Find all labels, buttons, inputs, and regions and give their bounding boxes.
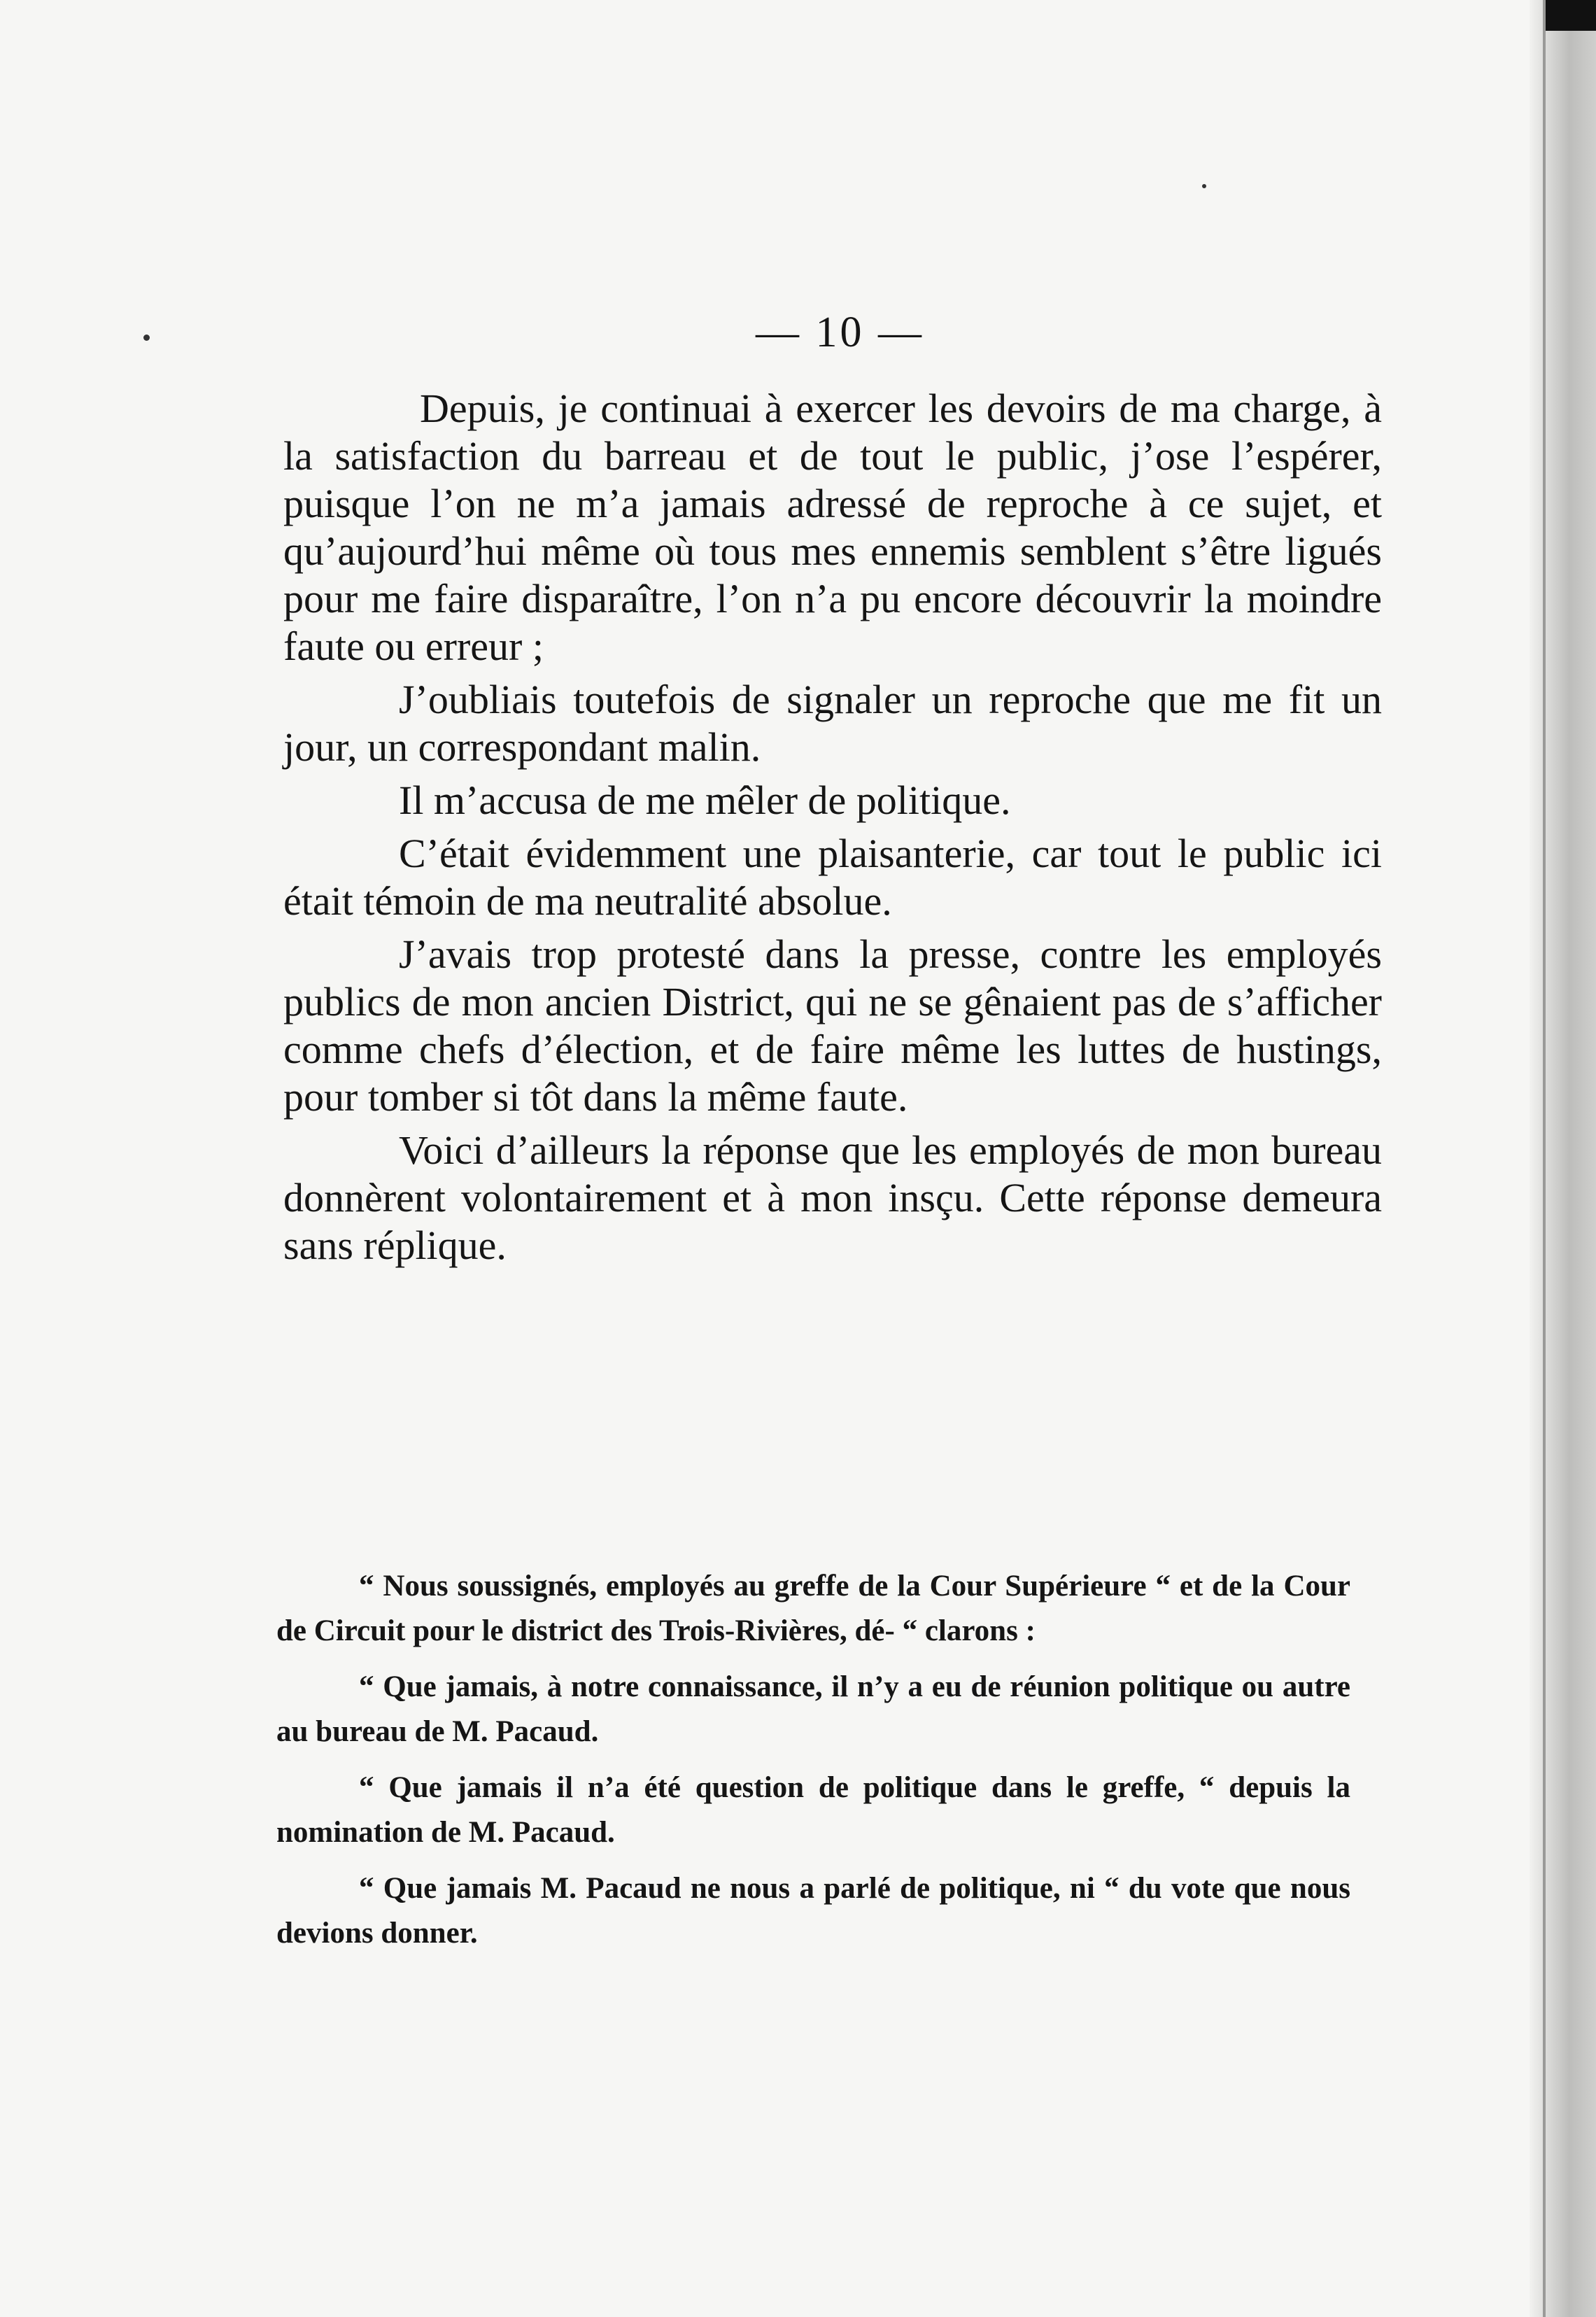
ink-speck [143, 334, 150, 341]
quote-paragraph: “ Que jamais il n’a été question de politique dans le greffe, “ depuis la nomination de M. Pacaud. [276, 1771, 1350, 1849]
page-edge-shadow [1530, 0, 1596, 2317]
paragraph: Voici d’ailleurs la réponse que les employés de mon bureau donnèrent volontairement et à mon insçu. Cette réponse demeura sans réplique. [283, 1127, 1382, 1268]
page-edge-line [1543, 0, 1546, 2317]
scan-corner-mark [1546, 0, 1596, 31]
paragraph: C’était évidemment une plaisanterie, car tout le public ici était témoin de ma neutralité absolue. [283, 831, 1382, 924]
quote-paragraph: “ Que jamais M. Pacaud ne nous a parlé de politique, ni “ du vote que nous devions donner. [276, 1872, 1350, 1950]
paragraph: Depuis, je continuai à exercer les devoirs de ma charge, à la satisfaction du barreau et de tout le public, j’ose l’espérer, puisque l’on ne m’a jamais adressé de reproche à ce sujet, et qu’aujourd’hui même où tous mes ennemis semblent s’être ligués pour me faire disparaître, l’on n’a pu encore découvrir la moindre faute ou erreur ; [283, 386, 1382, 669]
quoted-declaration [276, 1564, 1350, 1967]
paragraph: Il m’accusa de me mêler de politique. [399, 777, 1011, 823]
quote-paragraph: “ Que jamais, à notre connaissance, il n’y a eu de réunion politique ou autre au bureau de M. Pacaud. [276, 1670, 1350, 1748]
quote-paragraph: “ Nous soussignés, employés au greffe de la Cour Supérieure “ et de la Cour de Circuit pour le district des Trois-Rivières, dé- “ clarons : [276, 1570, 1350, 1647]
ink-speck [1202, 184, 1206, 188]
body-text [283, 385, 1382, 1275]
paragraph: J’avais trop protesté dans la presse, contre les employés publics de mon ancien District, qui ne se gênaient pas de s’afficher comme chefs d’élection, et de faire même les luttes de hustings, pour tomber si tôt dans la même faute. [283, 931, 1382, 1120]
page-number: — 10 — [756, 309, 924, 356]
paragraph: J’oubliais toutefois de signaler un reproche que me fit un jour, un correspondant malin. [283, 677, 1382, 770]
